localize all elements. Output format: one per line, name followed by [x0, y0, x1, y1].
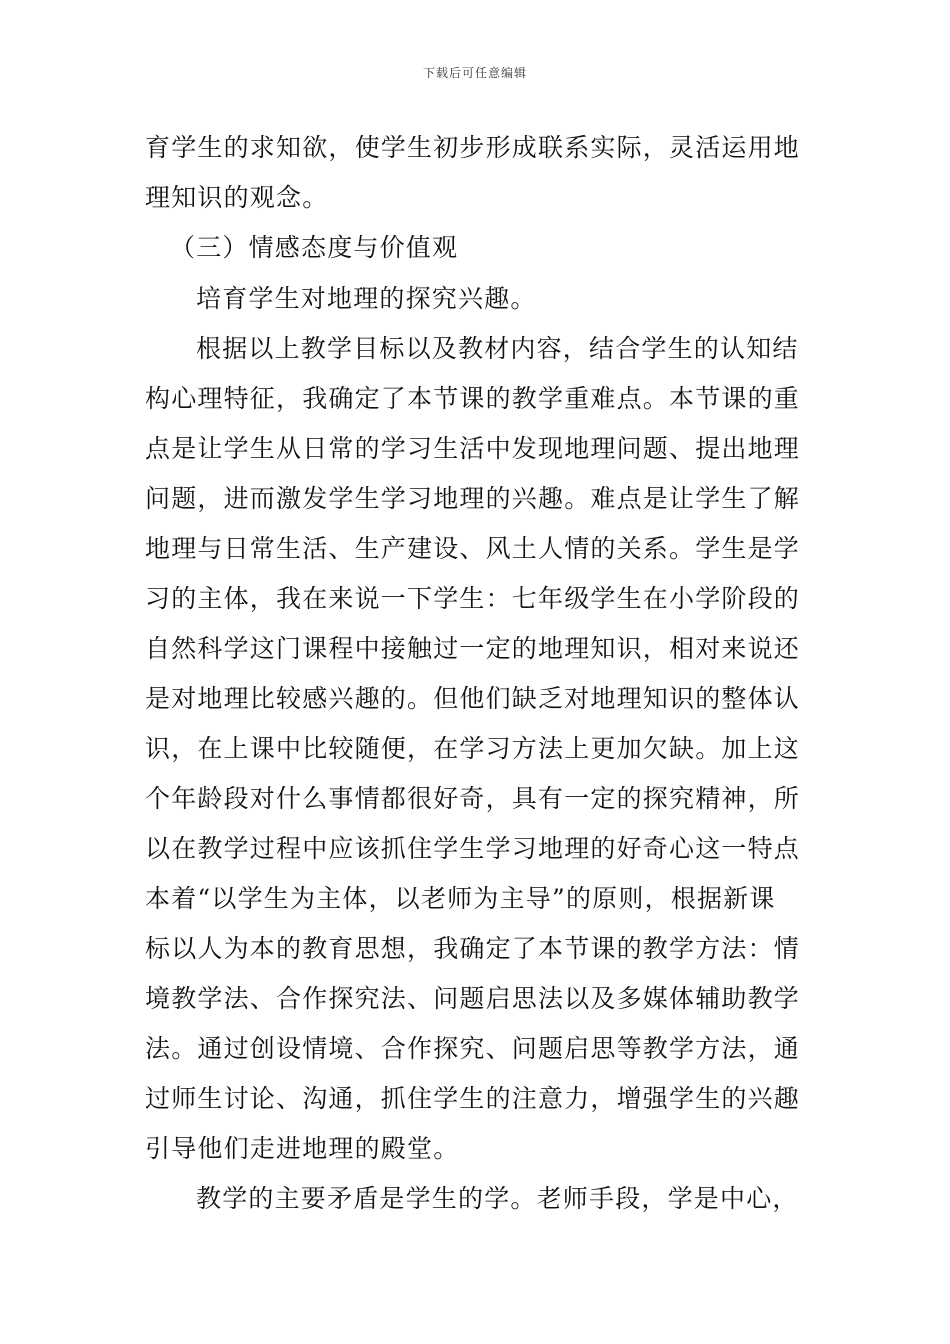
text-line: 境教学法、合作探究法、问题启思法以及多媒体辅助教学 [145, 984, 801, 1013]
text-line: 根据以上教学目标以及教材内容，结合学生的认知结 [196, 334, 799, 363]
text-line: 育学生的求知欲，使学生初步形成联系实际，灵活运用地 [145, 133, 801, 162]
text-line: 是对地理比较感兴趣的。但他们缺乏对地理知识的整体认 [145, 684, 801, 713]
text-line: 标以人为本的教育思想，我确定了本节课的教学方法：情 [145, 934, 801, 963]
text-line: 地理与日常生活、生产建设、风土人情的关系。学生是学 [145, 534, 801, 563]
text-line: 识，在上课中比较随便，在学习方法上更加欠缺。加上这 [145, 734, 801, 763]
text-line: 理知识的观念。 [145, 183, 329, 212]
text-line: 引导他们走进地理的殿堂。 [145, 1134, 460, 1163]
text-line: 构心理特征，我确定了本节课的教学重难点。本节课的重 [145, 384, 801, 413]
text-line: 个年龄段对什么事情都很好奇，具有一定的探究精神，所 [145, 784, 801, 813]
text-line: 以在教学过程中应该抓住学生学习地理的好奇心这一特点 [145, 834, 801, 863]
text-line: 问题，进而激发学生学习地理的兴趣。难点是让学生了解 [145, 484, 801, 513]
text-line: 自然科学这门课程中接触过一定的地理知识，相对来说还 [145, 634, 801, 663]
text-line: 习的主体，我在来说一下学生：七年级学生在小学阶段的 [145, 584, 801, 613]
text-line: 过师生讨论、沟通，抓住学生的注意力，增强学生的兴趣 [145, 1084, 801, 1113]
text-line: 教学的主要矛盾是学生的学。老师手段，学是中心， [196, 1184, 799, 1213]
text-line: 点是让学生从日常的学习生活中发现地理问题、提出地理 [145, 434, 801, 463]
page-header-note: 下载后可任意编辑 [422, 66, 527, 80]
section-heading: （三）情感态度与价值观 [170, 233, 459, 262]
text-line: 培育学生对地理的探究兴趣。 [196, 284, 537, 313]
text-line: 本着“以学生为主体，以老师为主导”的原则，根据新课 [145, 884, 776, 913]
text-line: 法。通过创设情境、合作探究、问题启思等教学方法，通 [145, 1034, 801, 1063]
